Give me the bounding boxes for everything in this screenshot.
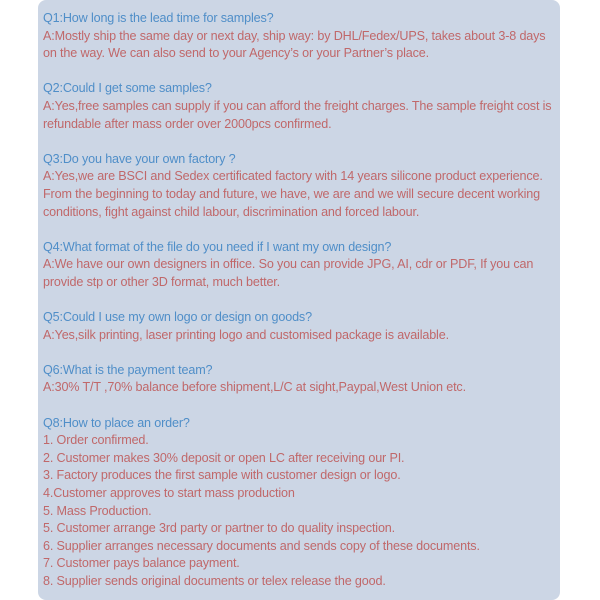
order-step: 8. Supplier sends original documents or telex release the good.	[43, 574, 386, 588]
faq-answer: A:We have our own designers in office. So you can provide JPG, AI, cdr or PDF, If you can provide stp or other 3D format, much better.	[43, 257, 534, 289]
faq-answer: A:Yes,silk printing, laser printing logo and customised package is available.	[43, 327, 449, 342]
order-step: 3. Factory produces the first sample with customer design or logo.	[43, 468, 401, 483]
order-step: 1. Order confirmed.	[43, 433, 149, 448]
faq-answer: A:30% T/T ,70% balance before shipment,L/C at sight,Paypal,West Union etc.	[43, 380, 466, 395]
faq-question: Q8:How to place an order?	[43, 415, 190, 430]
faq-item-q6	[43, 362, 556, 397]
faq-answer: A:Yes,free samples can supply if you can afford the freight charges. The sample freight cost is refundable after mass order over 2000pcs confirmed.	[43, 98, 552, 131]
order-step: 6. Supplier arranges necessary documents and sends copy of these documents.	[43, 538, 480, 553]
faq-item-q4	[43, 239, 556, 292]
order-step: 2. Customer makes 30% deposit or open LC after receiving our PI.	[43, 450, 405, 465]
faq-question: Q5:Could I use my own logo or design on goods?	[43, 310, 312, 325]
order-step: 5. Mass Production.	[43, 503, 152, 518]
faq-item-q2	[43, 80, 556, 133]
faq-answer: A:Mostly ship the same day or next day, ship way: by DHL/Fedex/UPS, takes about 3-8 days on the way. We can also send to your Agency’s or your Partner’s place.	[43, 28, 546, 61]
faq-item-q1	[43, 10, 556, 63]
faq-question: Q2:Could I get some samples?	[43, 81, 212, 96]
faq-panel	[38, 0, 560, 600]
faq-item-q8	[43, 415, 556, 591]
faq-answer: A:Yes,we are BSCI and Sedex certificated factory with 14 years silicone product experience. From the beginning to today and future, we have, we are and we will secure decent working conditions, fight against child labour, discrimination and forced labour.	[43, 169, 543, 219]
order-step: 4.Customer approves to start mass production	[43, 486, 295, 501]
faq-question: Q3:Do you have your own factory ?	[43, 151, 236, 166]
order-step: 5. Customer arrange 3rd party or partner to do quality inspection.	[43, 521, 396, 536]
order-steps-list	[43, 432, 556, 590]
faq-question: Q4:What format of the file do you need if I want my own design?	[43, 239, 392, 254]
faq-item-q5	[43, 309, 556, 344]
order-step: 7. Customer pays balance payment.	[43, 556, 240, 571]
faq-question: Q6:What is the payment team?	[43, 362, 213, 377]
faq-question: Q1:How long is the lead time for samples?	[43, 11, 274, 25]
faq-item-q3	[43, 151, 556, 221]
